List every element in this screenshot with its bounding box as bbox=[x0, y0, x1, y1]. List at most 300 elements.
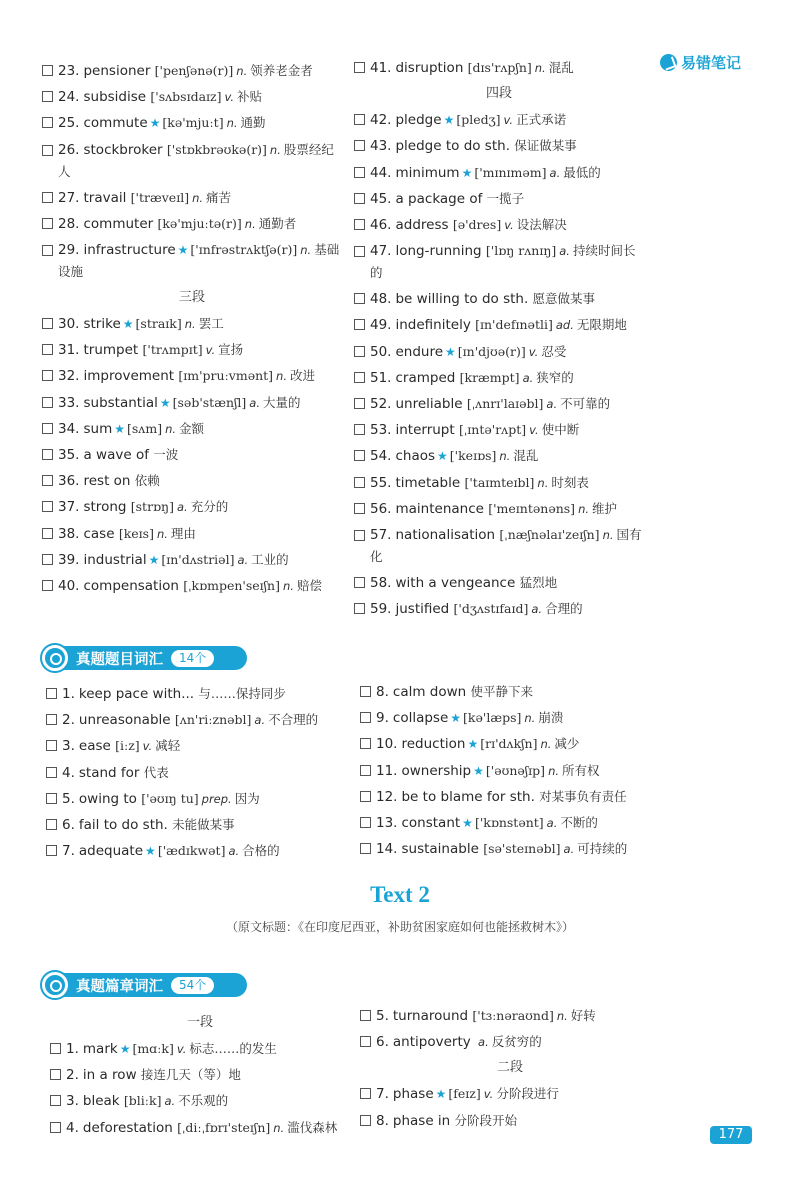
item-number: 36. bbox=[58, 473, 80, 490]
checkbox[interactable] bbox=[360, 791, 371, 802]
item-number: 58. bbox=[370, 575, 392, 592]
phonetic: [ˌkɒmpen'seɪʃn] bbox=[183, 578, 280, 594]
checkbox[interactable] bbox=[42, 91, 53, 102]
vocab-item bbox=[354, 339, 644, 365]
part-of-speech: a. bbox=[563, 842, 575, 857]
banner-title: 真题题目词汇 bbox=[76, 650, 163, 668]
word: mark bbox=[82, 1041, 118, 1057]
checkbox[interactable] bbox=[46, 819, 57, 830]
vocab-item bbox=[360, 810, 660, 836]
chinese-meaning: 国有化 bbox=[370, 527, 642, 565]
original-title: （原文标题：《在印度尼西亚，补助贫困家庭如何也能拯救树木》） bbox=[225, 920, 574, 934]
word: in a row bbox=[82, 1067, 137, 1084]
item-number: 7. bbox=[376, 1086, 389, 1103]
item-number: 33. bbox=[58, 394, 80, 411]
vocab-item bbox=[42, 211, 342, 237]
checkbox[interactable] bbox=[360, 712, 371, 723]
item-number: 27. bbox=[58, 189, 80, 206]
item-number: 4. bbox=[62, 764, 75, 781]
chinese-meaning: 狭窄的 bbox=[536, 369, 574, 385]
checkbox[interactable] bbox=[354, 167, 365, 178]
word: address bbox=[395, 217, 449, 234]
vocab-item bbox=[354, 391, 644, 417]
word: be to blame for sth. bbox=[401, 788, 535, 805]
part-of-speech: a. bbox=[546, 816, 558, 831]
phonetic: ['ædɪkwət] bbox=[157, 843, 226, 859]
checkbox[interactable] bbox=[354, 140, 365, 151]
vocab-item bbox=[46, 681, 356, 707]
item-number: 30. bbox=[58, 316, 80, 333]
chinese-meaning: 设法解决 bbox=[516, 217, 567, 233]
checkbox[interactable] bbox=[42, 423, 53, 434]
chinese-meaning: 混乱 bbox=[513, 448, 539, 464]
part-of-speech: a. bbox=[549, 165, 561, 180]
star-icon: ★ bbox=[437, 449, 448, 464]
word: rest on bbox=[83, 473, 131, 490]
word: collapse bbox=[392, 710, 449, 727]
chinese-meaning: 不合理的 bbox=[268, 712, 319, 728]
vocab-item bbox=[50, 1115, 350, 1141]
phonetic: [mɑːk] bbox=[132, 1041, 174, 1056]
checkbox[interactable] bbox=[42, 397, 53, 408]
chinese-meaning: 接连几天（等）地 bbox=[140, 1067, 241, 1083]
word: stockbroker bbox=[83, 141, 163, 158]
part-of-speech: a. bbox=[176, 500, 188, 515]
vocab-item bbox=[360, 836, 660, 862]
chinese-meaning: 所有权 bbox=[562, 762, 600, 778]
word: minimum bbox=[395, 164, 460, 181]
item-number: 29. bbox=[58, 242, 80, 259]
chinese-meaning: 分阶段开始 bbox=[454, 1112, 518, 1128]
question-vocab-banner bbox=[42, 643, 247, 673]
word: turnaround bbox=[392, 1008, 469, 1024]
vocab-item bbox=[360, 1029, 660, 1055]
phonetic: [ə'dres] bbox=[452, 217, 502, 233]
word: timetable bbox=[395, 474, 461, 491]
word: substantial bbox=[83, 394, 158, 411]
chinese-meaning: 使平静下来 bbox=[470, 684, 534, 699]
item-number: 31. bbox=[58, 342, 80, 359]
checkbox[interactable] bbox=[354, 530, 365, 541]
word: be willing to do sth. bbox=[395, 291, 529, 308]
magnifier-icon bbox=[42, 645, 68, 671]
star-icon: ★ bbox=[467, 737, 479, 752]
part-of-speech: n. bbox=[537, 475, 549, 490]
word: maintenance bbox=[395, 500, 484, 517]
magnifier-icon bbox=[42, 972, 68, 998]
vocab-item bbox=[354, 470, 644, 496]
vocab-item bbox=[46, 760, 356, 786]
item-number: 1. bbox=[66, 1041, 79, 1057]
article-vocab-banner bbox=[42, 970, 247, 1000]
item-number: 28. bbox=[58, 215, 80, 232]
checkbox[interactable] bbox=[354, 219, 365, 230]
phonetic: ['əʊɪŋ tu] bbox=[141, 790, 199, 806]
word: commute bbox=[83, 115, 148, 132]
checkbox[interactable] bbox=[42, 145, 53, 156]
chinese-meaning: 好转 bbox=[570, 1008, 596, 1023]
phonetic: [ˌɪntə'rʌpt] bbox=[458, 422, 527, 438]
vocab-item bbox=[42, 185, 342, 211]
checkbox[interactable] bbox=[360, 1010, 371, 1021]
vocab-item bbox=[46, 812, 356, 838]
checkbox[interactable] bbox=[354, 193, 365, 204]
star-icon: ★ bbox=[462, 816, 473, 831]
chinese-meaning: 减少 bbox=[554, 736, 580, 752]
item-number: 23. bbox=[58, 63, 80, 79]
word: unreasonable bbox=[78, 712, 171, 729]
word: pensioner bbox=[83, 63, 151, 79]
item-number: 43. bbox=[370, 138, 392, 155]
part-of-speech: v. bbox=[142, 739, 153, 754]
word: adequate bbox=[78, 843, 144, 860]
checkbox[interactable] bbox=[360, 686, 371, 697]
phonetic: [ɪn'defɪnətli] bbox=[475, 317, 553, 333]
item-number: 13. bbox=[376, 815, 398, 832]
phonetic: [feɪz] bbox=[448, 1086, 481, 1102]
chinese-meaning: 保证做某事 bbox=[514, 138, 577, 154]
vocab-column-1-left bbox=[42, 58, 342, 599]
word: keep pace with... bbox=[78, 686, 195, 702]
vocab-item bbox=[354, 570, 644, 596]
word: cramped bbox=[395, 369, 456, 386]
part-of-speech: v. bbox=[205, 343, 216, 358]
vocab-item bbox=[46, 733, 356, 759]
item-number: 48. bbox=[370, 291, 392, 308]
phonetic: ['tɜːnəraʊnd] bbox=[472, 1008, 554, 1023]
part-of-speech: n. bbox=[548, 763, 560, 778]
checkbox[interactable] bbox=[360, 738, 371, 749]
part-of-speech: v. bbox=[503, 113, 514, 128]
word: pledge bbox=[395, 112, 442, 129]
vocab-item bbox=[360, 705, 660, 731]
checkbox[interactable] bbox=[360, 817, 371, 828]
part-of-speech: a. bbox=[531, 602, 543, 617]
item-number: 54. bbox=[370, 448, 392, 465]
item-number: 46. bbox=[370, 217, 392, 234]
phonetic: ['træveɪl] bbox=[130, 189, 190, 205]
phonetic: ['stɒkbrəʊkə(r)] bbox=[166, 141, 267, 157]
chinese-meaning: 基础设施 bbox=[58, 242, 340, 280]
checkbox[interactable] bbox=[42, 318, 53, 329]
star-icon: ★ bbox=[149, 116, 161, 131]
chinese-meaning: 工业的 bbox=[251, 551, 289, 567]
checkbox[interactable] bbox=[354, 450, 365, 461]
chinese-meaning: 持续时间长的 bbox=[370, 243, 636, 281]
star-icon: ★ bbox=[122, 317, 134, 332]
part-of-speech: a. bbox=[228, 844, 240, 859]
page-number: 177 bbox=[710, 1126, 752, 1144]
notes-tag-label: 易错笔记 bbox=[681, 53, 742, 72]
part-of-speech: v. bbox=[483, 1087, 494, 1102]
word: disruption bbox=[395, 60, 464, 76]
checkbox[interactable] bbox=[42, 370, 53, 381]
phonetic: [iːz] bbox=[115, 738, 140, 754]
phonetic: [ʌn'riːznəbl] bbox=[174, 712, 252, 728]
word: commuter bbox=[83, 215, 154, 232]
chinese-meaning: 混乱 bbox=[548, 60, 574, 75]
checkbox[interactable] bbox=[42, 65, 53, 76]
phonetic: [kə'mjuːtə(r)] bbox=[157, 215, 242, 231]
checkbox[interactable] bbox=[42, 245, 53, 256]
checkbox[interactable] bbox=[42, 528, 53, 539]
word: trumpet bbox=[83, 342, 139, 359]
phonetic: ['sʌbsɪdaɪz] bbox=[150, 89, 222, 105]
checkbox[interactable] bbox=[354, 246, 365, 257]
chinese-meaning: 痛苦 bbox=[206, 189, 232, 205]
part-of-speech: n. bbox=[273, 1120, 285, 1135]
chinese-meaning: 滥伐森林 bbox=[287, 1119, 338, 1135]
item-number: 24. bbox=[58, 89, 80, 106]
item-number: 37. bbox=[58, 499, 80, 516]
phonetic: [dɪs'rʌpʃn] bbox=[467, 60, 532, 75]
vocab-item bbox=[354, 186, 644, 212]
item-number: 52. bbox=[370, 396, 392, 413]
word: indefinitely bbox=[395, 317, 471, 334]
vocab-item bbox=[360, 679, 660, 705]
item-number: 42. bbox=[370, 112, 392, 129]
vocab-item bbox=[42, 442, 342, 468]
vocab-item bbox=[360, 1081, 660, 1107]
checkbox[interactable] bbox=[360, 1036, 371, 1047]
checkbox[interactable] bbox=[46, 767, 57, 778]
checkbox[interactable] bbox=[354, 319, 365, 330]
checkbox[interactable] bbox=[354, 603, 365, 614]
word: deforestation bbox=[82, 1119, 173, 1136]
item-number: 3. bbox=[62, 738, 75, 755]
chinese-meaning: 维护 bbox=[592, 500, 618, 516]
item-number: 6. bbox=[376, 1034, 389, 1051]
vocab-item bbox=[354, 55, 644, 81]
checkbox[interactable] bbox=[360, 1088, 371, 1099]
vocab-column-3-left bbox=[50, 1010, 350, 1141]
item-number: 11. bbox=[376, 762, 398, 779]
checkbox[interactable] bbox=[354, 477, 365, 488]
chinese-meaning: 不可靠的 bbox=[560, 396, 611, 412]
phonetic: [bliːk] bbox=[123, 1093, 162, 1109]
phonetic: [kræmpt] bbox=[459, 369, 520, 385]
vocab-item bbox=[354, 443, 644, 469]
part-of-speech: n. bbox=[276, 369, 287, 384]
item-number: 2. bbox=[62, 712, 75, 729]
chinese-meaning: 标志……的发生 bbox=[189, 1041, 277, 1056]
checkbox[interactable] bbox=[50, 1122, 61, 1133]
word: interrupt bbox=[395, 422, 455, 439]
star-icon: ★ bbox=[461, 165, 473, 180]
checkbox[interactable] bbox=[42, 192, 53, 203]
vocab-item bbox=[42, 573, 342, 599]
phonetic: [kə'mjuːt] bbox=[162, 115, 224, 131]
checkbox[interactable] bbox=[354, 503, 365, 514]
part-of-speech: n. bbox=[236, 64, 248, 78]
item-number: 45. bbox=[370, 190, 392, 207]
chinese-meaning: 对某事负有责任 bbox=[539, 788, 627, 804]
star-icon: ★ bbox=[450, 711, 462, 726]
phonetic: [ˌnæʃnəlaɪ'zeɪʃn] bbox=[499, 527, 600, 543]
checkbox[interactable] bbox=[360, 765, 371, 776]
chinese-meaning: 使中断 bbox=[541, 422, 580, 438]
vocab-item bbox=[46, 786, 356, 812]
vocab-item bbox=[354, 596, 644, 622]
chinese-meaning: 合理的 bbox=[545, 601, 583, 617]
checkbox[interactable] bbox=[42, 218, 53, 229]
part-of-speech: v. bbox=[504, 218, 514, 233]
vocab-item bbox=[354, 496, 644, 522]
checkbox[interactable] bbox=[42, 117, 53, 128]
word: phase bbox=[392, 1086, 434, 1103]
item-number: 2. bbox=[66, 1067, 79, 1084]
vocab-item bbox=[360, 784, 660, 810]
checkbox[interactable] bbox=[50, 1043, 61, 1054]
checkbox[interactable] bbox=[42, 449, 53, 460]
checkbox[interactable] bbox=[354, 114, 365, 125]
part-of-speech: n. bbox=[524, 711, 536, 726]
item-number: 53. bbox=[370, 422, 392, 439]
checkbox[interactable] bbox=[360, 1115, 371, 1126]
part-of-speech: n. bbox=[184, 317, 196, 332]
checkbox[interactable] bbox=[354, 372, 365, 383]
banner-count: 54个 bbox=[171, 977, 214, 994]
checkbox[interactable] bbox=[46, 714, 57, 725]
chinese-meaning: 股票经纪人 bbox=[58, 141, 334, 179]
text2-heading: Text 2 bbox=[370, 882, 430, 907]
phonetic: ['əʊnəʃɪp] bbox=[485, 762, 546, 778]
star-icon: ★ bbox=[473, 763, 484, 778]
word: owing to bbox=[78, 790, 137, 807]
checkbox[interactable] bbox=[46, 688, 57, 699]
chinese-meaning: 大量的 bbox=[262, 394, 301, 410]
banner-title: 真题篇章词汇 bbox=[76, 977, 163, 995]
checkbox[interactable] bbox=[42, 554, 53, 565]
vocab-item bbox=[360, 1003, 660, 1029]
checkbox[interactable] bbox=[46, 845, 57, 856]
phonetic: ['trʌmpɪt] bbox=[142, 342, 203, 358]
checkbox[interactable] bbox=[42, 475, 53, 486]
item-number: 35. bbox=[58, 447, 80, 464]
word: sustainable bbox=[401, 841, 479, 858]
star-icon: ★ bbox=[445, 344, 456, 359]
notes-tag bbox=[660, 50, 741, 74]
checkbox[interactable] bbox=[354, 398, 365, 409]
vocab-item bbox=[354, 160, 644, 186]
item-number: 3. bbox=[66, 1093, 79, 1110]
vocab-item bbox=[42, 494, 342, 520]
word: endure bbox=[395, 343, 444, 360]
checkbox[interactable] bbox=[354, 62, 365, 73]
word: justified bbox=[395, 601, 450, 618]
checkbox[interactable] bbox=[50, 1069, 61, 1080]
item-number: 1. bbox=[62, 686, 75, 702]
star-icon: ★ bbox=[114, 421, 125, 436]
item-number: 49. bbox=[370, 317, 392, 334]
chinese-meaning: 可持续的 bbox=[577, 841, 628, 857]
part-of-speech: n. bbox=[556, 1009, 568, 1023]
checkbox[interactable] bbox=[42, 580, 53, 591]
word: infrastructure bbox=[83, 242, 176, 259]
part-of-speech: n. bbox=[192, 190, 204, 205]
vocab-column-2-right bbox=[360, 679, 660, 862]
word: travail bbox=[83, 189, 127, 206]
vocab-item bbox=[42, 110, 342, 136]
paragraph-heading: 四段 bbox=[485, 86, 512, 102]
checkbox[interactable] bbox=[354, 424, 365, 435]
checkbox[interactable] bbox=[354, 293, 365, 304]
phonetic: ['kɒnstənt] bbox=[474, 815, 544, 831]
chinese-meaning: 因为 bbox=[234, 790, 260, 806]
item-number: 44. bbox=[370, 164, 392, 181]
item-number: 25. bbox=[58, 115, 80, 132]
item-number: 7. bbox=[62, 843, 75, 860]
phonetic: ['taɪmteɪbl] bbox=[464, 474, 535, 490]
vocab-item bbox=[354, 238, 644, 286]
chinese-meaning: 通勤者 bbox=[258, 215, 297, 231]
phonetic: ['ɪnfrəstrʌktʃə(r)] bbox=[190, 242, 298, 258]
word: industrial bbox=[83, 551, 147, 568]
word: chaos bbox=[395, 448, 436, 465]
vocab-column-2-left bbox=[46, 681, 356, 864]
part-of-speech: n. bbox=[269, 142, 281, 157]
vocab-item bbox=[50, 1062, 350, 1088]
phonetic: [ɪn'dʌstriəl] bbox=[161, 551, 235, 567]
phonetic: [səb'stænʃl] bbox=[172, 394, 247, 410]
item-number: 5. bbox=[376, 1008, 389, 1024]
word: a package of bbox=[395, 190, 483, 207]
vocab-item bbox=[354, 365, 644, 391]
part-of-speech: n. bbox=[165, 421, 177, 436]
part-of-speech: v. bbox=[176, 1042, 187, 1056]
phonetic: ['mɪnɪməm] bbox=[474, 164, 547, 180]
checkbox[interactable] bbox=[50, 1095, 61, 1106]
vocab-item bbox=[42, 137, 342, 185]
checkbox[interactable] bbox=[46, 793, 57, 804]
vocab-item bbox=[42, 84, 342, 110]
vocab-item bbox=[50, 1036, 350, 1062]
word: subsidise bbox=[83, 89, 147, 106]
vocab-item bbox=[42, 337, 342, 363]
checkbox[interactable] bbox=[42, 501, 53, 512]
checkbox[interactable] bbox=[354, 577, 365, 588]
star-icon: ★ bbox=[443, 113, 455, 128]
vocab-item bbox=[354, 133, 644, 159]
vocab-item bbox=[42, 58, 342, 84]
checkbox[interactable] bbox=[46, 740, 57, 751]
vocab-item bbox=[360, 1108, 660, 1134]
item-number: 34. bbox=[58, 420, 80, 437]
chinese-meaning: 依赖 bbox=[134, 473, 160, 489]
phonetic: ['dʒʌstɪfaɪd] bbox=[453, 601, 529, 617]
checkbox[interactable] bbox=[360, 843, 371, 854]
word: sum bbox=[83, 420, 113, 437]
phonetic: [pledʒ] bbox=[456, 112, 501, 128]
chinese-meaning: 一波 bbox=[153, 447, 179, 463]
checkbox[interactable] bbox=[354, 346, 365, 357]
part-of-speech: n. bbox=[534, 61, 546, 75]
star-icon: ★ bbox=[177, 243, 189, 258]
vocab-item bbox=[360, 731, 660, 757]
word: bleak bbox=[82, 1093, 120, 1110]
part-of-speech: ad. bbox=[555, 318, 574, 333]
vocab-item bbox=[46, 838, 356, 864]
checkbox[interactable] bbox=[42, 344, 53, 355]
chinese-meaning: 通勤 bbox=[240, 115, 266, 131]
word: with a vengeance bbox=[395, 575, 516, 592]
chinese-meaning: 补贴 bbox=[237, 89, 263, 105]
part-of-speech: a. bbox=[478, 1035, 489, 1050]
chinese-meaning: 忍受 bbox=[541, 343, 567, 359]
vocab-item bbox=[50, 1088, 350, 1114]
word: case bbox=[83, 525, 115, 542]
vocab-item bbox=[42, 390, 342, 416]
